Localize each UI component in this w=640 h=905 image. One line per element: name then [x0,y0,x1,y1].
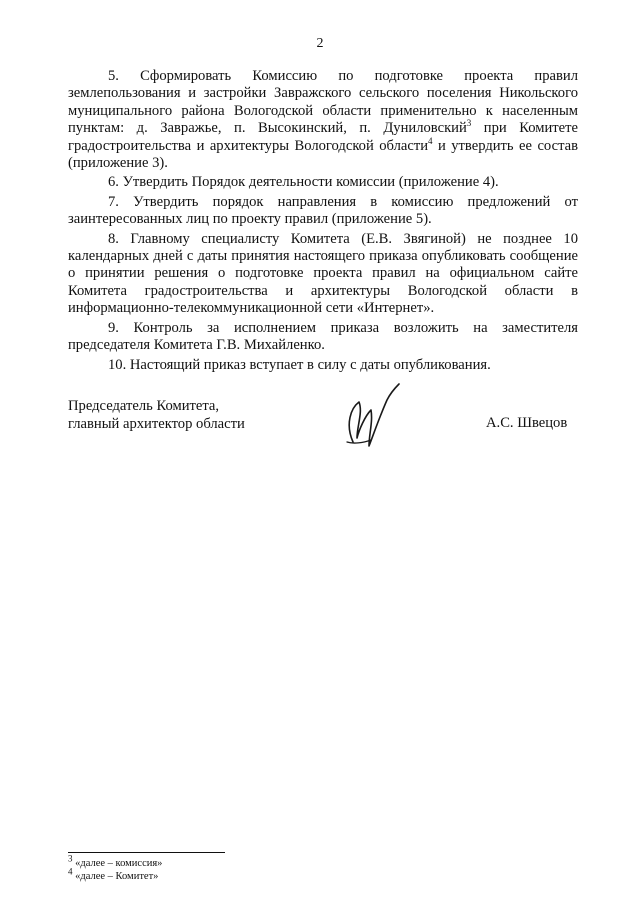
signatory-title [68,397,245,433]
paragraph-10: 10. Настоящий приказ вступает в силу с даты опубликования. [108,356,491,373]
document-body [68,68,578,376]
footnote-4 [68,866,162,883]
signatory-title-line-1: Председатель Комитета, [68,398,220,414]
footnotes [68,853,163,883]
paragraph-7: 7. Утвердить порядок направления в комиссию предложений от заинтересованных лиц по проекту правил (приложение 5). [68,193,578,228]
footnote-3 [68,853,163,870]
paragraph-8: 8. Главному специалисту Комитета (Е.В. Звягиной) не позднее 10 календарных дней с даты принятия настоящего приказа опубликовать сообщение о принятии решения о подготовке проекта правил на официальном сайте Комитета градостроительства и архитектуры Вологодской области в информационно-телекоммуникационной сети «Интернет». [68,230,578,317]
footnote-text-3: «далее – комиссия» [72,858,163,869]
page-number: 2 [316,36,324,51]
paragraph-5 [68,68,578,172]
footnote-mark-4: 4 [68,866,73,877]
paragraph-6: 6. Утвердить Порядок деятельности комиссии (приложение 4). [108,174,499,191]
handwritten-signature [335,380,410,455]
paragraph-5-text: 5. Сформировать Комиссию по подготовке проекта правил землепользования и застройки Завражского сельского поселения Никольского муниципального района Вологодской области применительно к населенным пунктам: д. Завражье, п. Высокинский, п. Дуниловский [68,68,578,137]
signatory-title-line-2: главный архитектор области [68,416,245,432]
footnote-text-4: «далее – Комитет» [72,871,159,882]
paragraph-5-text-2: при Комитете градостроительства и архитектуры Вологодской области [68,120,579,154]
paragraph-9: 9. Контроль за исполнением приказа возложить на заместителя председателя Комитета Г.В. Михайленко. [68,319,578,354]
signatory-name: А.С. Швецов [486,415,568,431]
paragraph-5-text-3: и утвердить ее состав (приложение 3). [68,137,578,172]
footnote-ref-3: 3 [466,118,472,129]
footnote-divider [68,852,225,853]
footnote-mark-3: 3 [68,853,73,864]
footnote-ref-4: 4 [428,135,433,146]
